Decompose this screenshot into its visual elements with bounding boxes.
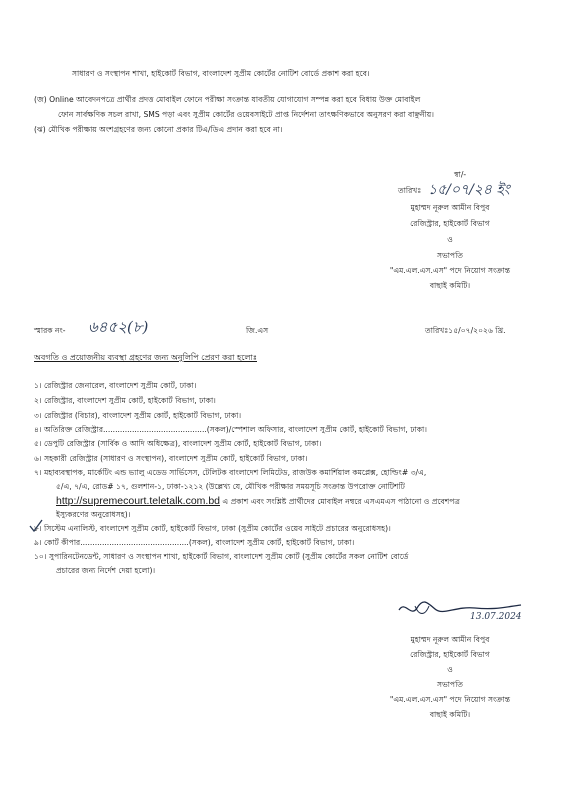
list-item: ৫। ডেপুটি রেজিস্ট্রার (সার্বিক ও আদি অধিক্ষেত্র), বাংলাদেশ সুপ্রীম কোর্ট, হাইকোর্ট বিভাগ, ঢাকা। bbox=[34, 439, 322, 448]
chair-title: সভাপতি bbox=[437, 680, 463, 689]
list-item: ১০। সুপারিনটেনডেন্ট, সাধারণ ও সংস্থাপন শাখা, হাইকোর্ট বিভাগ, বাংলাদেশ সুপ্রীম কোর্ট (সুপ্রীম কোর্টের সকল নোটিশ বোর্ডে bbox=[34, 552, 409, 561]
date-label: তারিখঃ bbox=[398, 186, 422, 195]
list-item: ৬। সহকারী রেজিস্ট্রার (সাধারণ ও সংস্থাপন), বাংলাদেশ সুপ্রীম কোর্ট, হাইকোর্ট বিভাগ, ঢাকা। bbox=[34, 454, 308, 463]
list-item: ৩। রেজিস্ট্রার (বিচার), বাংলাদেশ সুপ্রীম কোর্ট, হাইকোর্ট বিভাগ, ঢাকা। bbox=[34, 411, 242, 420]
tick-mark-icon bbox=[28, 518, 44, 534]
committee-line-2: বাছাই কমিটি। bbox=[429, 710, 471, 719]
list-item-continuation: ৫/এ, ৭/এ, রোড# ১৭, গুলশান-১, ঢাকা-১২১২ (উল্লেখ্য যে, মৌখিক পরীক্ষার সময়সূচি সংক্রান্ত উপরোক্ত নোটিশটি bbox=[56, 482, 405, 491]
list-item: ৭। মহাব্যবস্থাপক, মার্কেটিং এন্ড ভ্যালু এডেড সার্ভিসেস, টেলিটক বাংলাদেশ লিমিটেড, রাজউক কমার্শিয়াল কমপ্লেক্স, হোল্ডিং# ৩/এ, bbox=[34, 468, 427, 477]
copy-heading: অবগতি ও প্রয়োজনীয় ব্যবস্থা গ্রহণের জন্য অনুলিপি প্রেরণ করা হলোঃ bbox=[34, 353, 257, 362]
memo-section: জি.এস bbox=[246, 326, 269, 335]
signed-label: স্বা/- bbox=[454, 170, 467, 179]
chair-title: সভাপতি bbox=[437, 251, 463, 260]
handwritten-date: 13.07.2024 bbox=[470, 612, 522, 622]
list-item-continuation: প্রচারের জন্য নির্দেশ দেয়া হলো)। bbox=[56, 566, 156, 575]
list-item: ৮। সিস্টেম এনালিস্ট, বাংলাদেশ সুপ্রীম কোর্ট, হাইকোর্ট বিভাগ, ঢাকা (সুপ্রীম কোর্টের ওয়েব সাইটে প্রচারের অনুরোধসহ)। bbox=[34, 524, 391, 533]
signatory-name: মুহাম্মদ নূরুল আমীন বিপুব bbox=[410, 635, 490, 644]
list-item: ৯। কোর্ট কীপার.............................................(সকল), বাংলাদেশ সুপ্রীম কোর্ট, হাইকোর্ট বিভাগ, ঢাকা। bbox=[34, 538, 355, 547]
clause-jo-line-1: (জ) Online আবেদনপত্রে প্রার্থীর প্রদত্ত মোবাইল ফোনে পরীক্ষা সংক্রান্ত যাবতীয় যোগাযোগ সম্পন্ন করা হবে বিধায় উক্ত মোবাইল bbox=[34, 95, 421, 104]
clause-jo-line-2: ফোন সার্বক্ষণিক সচল রাখা, SMS পড়া এবং সুপ্রীম কোর্টের ওয়েবসাইটে প্রাপ্ত নির্দেশনা তাৎক্ষণিকভাবে অনুসরণ করা বাঞ্ছনীয়। bbox=[58, 110, 434, 119]
handwritten-date: ১৫/০৭/২৪ ইং bbox=[428, 182, 510, 198]
conjunction: ও bbox=[447, 235, 453, 244]
committee-line-1: "এম.এল.এস.এস" পদে নিয়োগ সংক্রান্ত bbox=[389, 266, 511, 275]
list-item: ৪। অতিরিক্ত রেজিস্ট্রার...........................................(সকল)/স্পেশাল অফিসার, বাংলাদেশ সুপ্রীম কোর্ট, হাইকোর্ট বিভাগ, ঢাকা। bbox=[34, 425, 427, 434]
signatory-designation: রেজিস্ট্রার, হাইকোর্ট বিভাগ bbox=[410, 219, 490, 228]
committee-line-2: বাছাই কমিটি। bbox=[429, 281, 471, 290]
conjunction: ও bbox=[447, 665, 453, 674]
memo-ref-number: ৬৪৫২(৮) bbox=[88, 318, 149, 336]
signatory-name: মুহাম্মদ নূরুল আমীন বিপুব bbox=[410, 203, 490, 212]
committee-line-1: "এম.এল.এস.এস" পদে নিয়োগ সংক্রান্ত bbox=[389, 695, 511, 704]
clause-jho-line: (ঝ) মৌখিক পরীক্ষায় অংশগ্রহণের জন্য কোনো প্রকার টিএ/ডিএ প্রদান করা হবে না। bbox=[34, 125, 283, 134]
signatory-designation: রেজিস্ট্রার, হাইকোর্ট বিভাগ bbox=[410, 650, 490, 659]
notice-board-line: সাধারণ ও সংস্থাপন শাখা, হাইকোর্ট বিভাগ, বাংলাদেশ সুপ্রীম কোর্টের নোটিশ বোর্ডে প্রকাশ করা হবে। bbox=[72, 69, 370, 78]
list-item-continuation: এ প্রকাশ এবং সংশ্লিষ্ট প্রার্থীদের মোবাইল নম্বরে এসএমএস পাঠানো ও প্রবেশপত্র bbox=[222, 497, 460, 506]
list-item: ২। রেজিস্ট্রার, বাংলাদেশ সুপ্রীম কোর্ট, হাইকোর্ট বিভাগ, ঢাকা। bbox=[34, 396, 216, 405]
memo-ref-label: স্মারক নং- bbox=[34, 326, 66, 335]
list-item-continuation: ইস্যুকরণের অনুরোধসহ)। bbox=[56, 510, 131, 519]
list-item: ১। রেজিস্ট্রার জেনারেল, বাংলাদেশ সুপ্রীম কোর্ট, ঢাকা। bbox=[34, 381, 197, 390]
teletalk-url[interactable]: http://supremecourt.teletalk.com.bd bbox=[56, 495, 220, 507]
memo-date: তারিখঃ১৫/০৭/২০২৬ খ্রি. bbox=[425, 326, 506, 335]
